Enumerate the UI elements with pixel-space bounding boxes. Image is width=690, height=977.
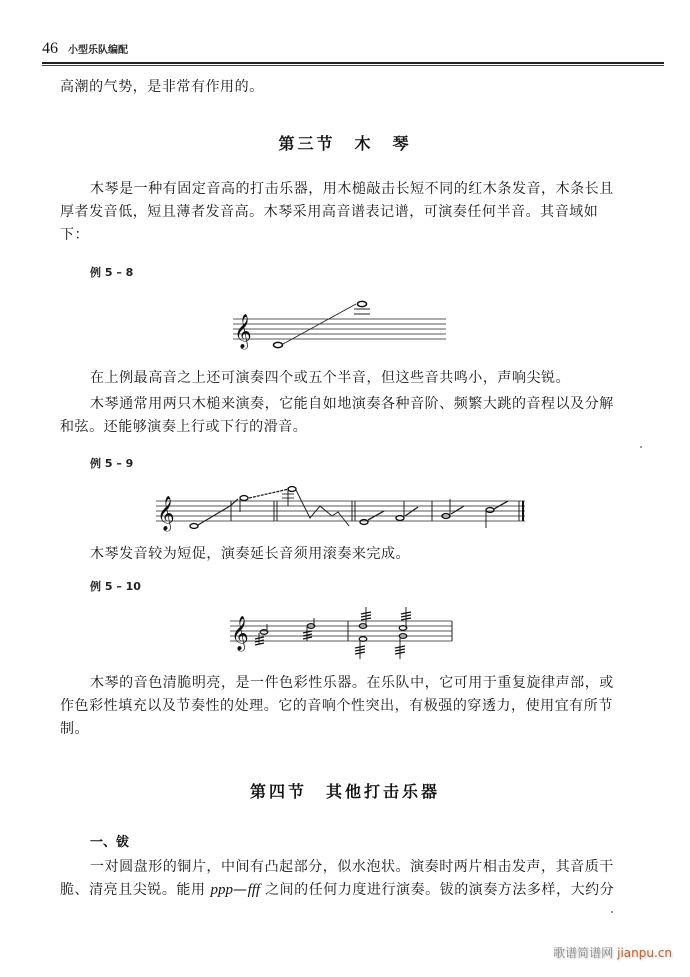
book-title: 小型乐队编配 xyxy=(68,45,128,56)
range-notation xyxy=(228,290,458,360)
watermark-domain: jianpu.cn xyxy=(617,946,672,960)
svg-text:𝄞: 𝄞 xyxy=(234,314,252,349)
scan-speck xyxy=(640,446,642,448)
example-label-5-10: 例 5 – 10 xyxy=(90,580,141,593)
section-title-other-percussion: 第四节 其他打击乐器 xyxy=(249,782,440,801)
example-label-5-9: 例 5 – 9 xyxy=(90,457,134,470)
dynamic-fff: fff xyxy=(247,882,261,898)
dynamic-ppp: ppp xyxy=(210,882,233,898)
watermark-site-name: 歌谱简谱网 xyxy=(553,946,614,960)
paragraph-cymbals-text-b: 之间的任何力度进行演奏。钹的演奏方法多样，大约分 xyxy=(260,882,615,898)
section-title-xylophone: 第三节 木 琴 xyxy=(278,134,412,153)
header-rule xyxy=(42,62,664,64)
paragraph-roll: 木琴发音较为短促，演奏延长音须用滚奏来完成。 xyxy=(90,546,411,562)
svg-text:𝄞: 𝄞 xyxy=(157,496,175,531)
paragraph-timbre: 木琴的音色清脆明亮，是一件色彩性乐器。在乐队中，它可用于重复旋律声部，或作色彩性填充以及节奏性的处理。它的音响个性突出，有极强的穿透力，使用宜有所节制。 xyxy=(60,675,614,737)
paragraph-upper-range: 在上例最高音之上还可演奏四个或五个半音，但这些音共鸣小，声响尖锐。 xyxy=(90,370,571,386)
header-rule-thin xyxy=(42,65,664,66)
example-label-5-8: 例 5 – 8 xyxy=(90,266,134,279)
music-staff-tremolo xyxy=(226,603,458,669)
tremolo-notation xyxy=(226,603,458,669)
continuation-paragraph: 高潮的气势，是非常有作用的。 xyxy=(60,79,264,95)
watermark xyxy=(553,944,672,961)
paragraph-technique: 木琴通常用两只木槌来演奏，它能自如地演奏各种音阶、频繁大跳的音程以及分解和弦。还能够演奏上行或下行的滑音。 xyxy=(60,396,614,435)
paragraph-intro: 木琴是一种有固定音高的打击乐器，用木槌敲击长短不同的红木条发音，木条长且厚者发音低，短且薄者发音高。木琴采用高音谱表记谱，可演奏任何半音。其音域如下： xyxy=(60,181,614,243)
dynamic-dash: — xyxy=(233,882,248,898)
scan-speck xyxy=(611,911,613,913)
music-staff-range xyxy=(228,290,458,360)
paragraph-cymbals-text-a: 一对圆盘形的铜片，中间有凸起部分，似水泡状。演奏时两片相击发声，其音质干脆、清亮且尖锐。能用 xyxy=(60,859,614,898)
svg-text:𝄞: 𝄞 xyxy=(231,616,249,651)
glissando-notation xyxy=(152,476,532,536)
paragraph-cymbals xyxy=(60,856,620,902)
subhead-cymbals: 一、钹 xyxy=(90,835,130,850)
running-head xyxy=(42,40,128,60)
music-staff-glissandi xyxy=(152,476,532,536)
page-number: 46 xyxy=(42,40,58,57)
